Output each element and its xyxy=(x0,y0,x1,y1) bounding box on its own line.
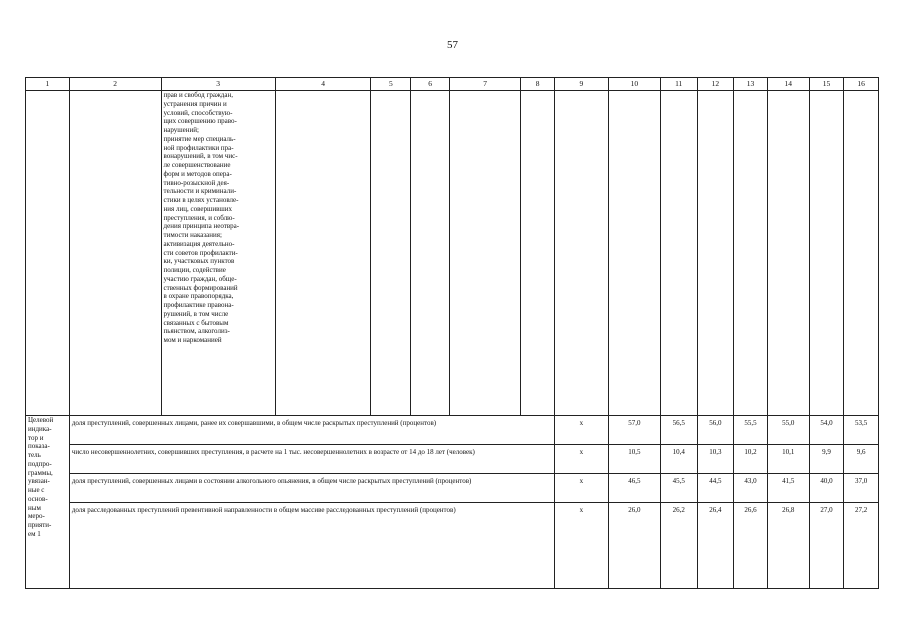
empty-cell xyxy=(608,91,660,416)
indicator-value: 55,0 xyxy=(767,416,809,445)
indicator-value: 40,0 xyxy=(809,474,844,503)
indicator-label-line: Целевой xyxy=(28,416,54,424)
empty-cell xyxy=(521,91,555,416)
column-number: 2 xyxy=(69,78,161,91)
indicator-value: 54,0 xyxy=(809,416,844,445)
column-number: 4 xyxy=(275,78,371,91)
measures-line: ле совершенствование xyxy=(163,161,231,169)
indicator-value: 53,5 xyxy=(844,416,879,445)
measures-line: дения принципа неотвра- xyxy=(163,222,240,231)
column-number: 14 xyxy=(767,78,809,91)
measures-line: вонарушений, в том чис- xyxy=(163,152,238,161)
empty-cell xyxy=(660,91,697,416)
indicator-text: доля преступлений, совершенных лицами в состоянии алкогольного опьянения, в общем числе раскрытых преступлений (процентов) xyxy=(69,474,554,503)
empty-cell xyxy=(697,91,734,416)
measures-line: ной профилактики пра- xyxy=(163,143,234,152)
indicator-value: 10,4 xyxy=(660,445,697,474)
indicator-mark: х xyxy=(554,445,608,474)
indicator-value: 26,2 xyxy=(660,503,697,589)
measures-line: пьянством, алкоголиз- xyxy=(163,327,230,336)
measures-line: ственных формирований xyxy=(163,283,238,292)
indicator-label-line: граммы, xyxy=(28,468,53,477)
indicator-label-line: прияти- xyxy=(28,521,52,529)
empty-cell xyxy=(411,91,450,416)
measures-line: форм и методов опера- xyxy=(163,169,232,178)
indicator-label-cell xyxy=(26,416,70,589)
indicator-label-line: индика- xyxy=(28,424,52,433)
measures-line: преступления, и соблю- xyxy=(163,213,235,222)
empty-cell xyxy=(449,91,520,416)
indicator-text: доля расследованных преступлений превентивной направленности в общем массиве расследованных преступлений (процентов) xyxy=(69,503,554,589)
measures-line: полиции, содействие xyxy=(163,266,226,274)
indicator-value: 26,8 xyxy=(767,503,809,589)
measures-line: мом и наркоманией xyxy=(163,336,222,344)
indicator-label-line: тор и xyxy=(28,433,44,442)
indicator-label-line: увязан- xyxy=(28,477,50,486)
indicator-mark: х xyxy=(554,503,608,589)
column-number: 6 xyxy=(411,78,450,91)
indicator-label-line: меро- xyxy=(28,512,45,521)
indicator-value: 10,3 xyxy=(697,445,734,474)
indicator-value: 9,9 xyxy=(809,445,844,474)
column-number: 11 xyxy=(660,78,697,91)
indicator-value: 44,5 xyxy=(697,474,734,503)
measures-line: условий, способствую- xyxy=(163,108,233,117)
indicator-value: 27,2 xyxy=(844,503,879,589)
indicator-value: 41,5 xyxy=(767,474,809,503)
measures-line: прав и свобод граждан, xyxy=(163,91,233,99)
indicator-label-line: основ- xyxy=(28,494,48,503)
indicator-mark: х xyxy=(554,416,608,445)
measures-line: связанных с бытовым xyxy=(163,318,229,327)
column-number: 9 xyxy=(554,78,608,91)
indicator-label-line: показа- xyxy=(28,442,50,451)
indicator-label-line: ным xyxy=(28,503,41,512)
indicator-value: 57,0 xyxy=(608,416,660,445)
column-number: 8 xyxy=(521,78,555,91)
indicator-value: 26,0 xyxy=(608,503,660,589)
empty-cell xyxy=(844,91,879,416)
page-number: 57 xyxy=(447,39,458,51)
indicator-value: 26,6 xyxy=(734,503,768,589)
empty-cell xyxy=(69,91,161,416)
column-number: 5 xyxy=(371,78,411,91)
measures-line: тивно-розыскной дея- xyxy=(163,178,230,187)
indicator-text: число несовершеннолетних, совершивших преступления, в расчете на 1 тыс. несовершеннолетних в возрасте от 14 до 18 лет (человек) xyxy=(69,445,554,474)
indicator-text: доля преступлений, совершенных лицами, ранее их совершавшими, в общем числе раскрытых преступлений (процентов) xyxy=(69,416,554,445)
column-number-row xyxy=(26,78,879,91)
measures-line: устранения причин и xyxy=(163,99,227,108)
column-number: 15 xyxy=(809,78,844,91)
program-table xyxy=(25,77,879,589)
indicator-label-line: подпро- xyxy=(28,459,52,468)
measures-line: принятие мер специаль- xyxy=(163,134,236,143)
measures-line: ния лиц, совершивших xyxy=(163,204,233,213)
indicator-value: 9,6 xyxy=(844,445,879,474)
column-number: 3 xyxy=(161,78,275,91)
indicator-label-line: ные с xyxy=(28,486,45,494)
measures-line: участию граждан, обще- xyxy=(163,274,237,283)
indicator-value: 10,1 xyxy=(767,445,809,474)
indicator-value: 56,0 xyxy=(697,416,734,445)
measures-description-cell xyxy=(161,91,275,416)
indicator-value: 37,0 xyxy=(844,474,879,503)
empty-cell xyxy=(275,91,371,416)
indicator-row xyxy=(26,445,879,474)
measures-line: стики в целях установле- xyxy=(163,196,239,204)
indicator-value: 56,5 xyxy=(660,416,697,445)
indicator-value: 27,0 xyxy=(809,503,844,589)
indicator-value: 45,5 xyxy=(660,474,697,503)
measures-line: активизация деятельно- xyxy=(163,239,235,248)
indicator-value: 46,5 xyxy=(608,474,660,503)
indicator-label-line: тель xyxy=(28,451,41,459)
measures-line: тельности и криминали- xyxy=(163,187,237,196)
column-number: 16 xyxy=(844,78,879,91)
column-number: 7 xyxy=(449,78,520,91)
indicator-label-line: ем 1 xyxy=(28,529,41,538)
empty-cell xyxy=(554,91,608,416)
indicator-value: 10,2 xyxy=(734,445,768,474)
column-number: 12 xyxy=(697,78,734,91)
indicator-row xyxy=(26,503,879,589)
empty-cell xyxy=(767,91,809,416)
empty-cell xyxy=(26,91,70,416)
measures-line: тимости наказания; xyxy=(163,231,222,239)
measures-line: сти советов профилакти- xyxy=(163,248,238,257)
column-number: 1 xyxy=(26,78,70,91)
indicator-row xyxy=(26,474,879,503)
measures-line: нарушений; xyxy=(163,126,199,134)
measures-line: ки, участковых пунктов xyxy=(163,257,235,266)
empty-cell xyxy=(734,91,768,416)
indicator-value: 55,5 xyxy=(734,416,768,445)
measures-row xyxy=(26,91,879,416)
indicator-value: 43,0 xyxy=(734,474,768,503)
measures-line: в охране правопорядка, xyxy=(163,292,234,301)
indicator-mark: х xyxy=(554,474,608,503)
measures-line: щих совершению право- xyxy=(163,117,237,126)
indicator-value: 10,5 xyxy=(608,445,660,474)
measures-line: профилактике правона- xyxy=(163,301,234,309)
indicator-row xyxy=(26,416,879,445)
column-number: 10 xyxy=(608,78,660,91)
empty-cell xyxy=(809,91,844,416)
indicator-value: 26,4 xyxy=(697,503,734,589)
empty-cell xyxy=(371,91,411,416)
measures-line: рушений, в том числе xyxy=(163,309,229,318)
column-number: 13 xyxy=(734,78,768,91)
